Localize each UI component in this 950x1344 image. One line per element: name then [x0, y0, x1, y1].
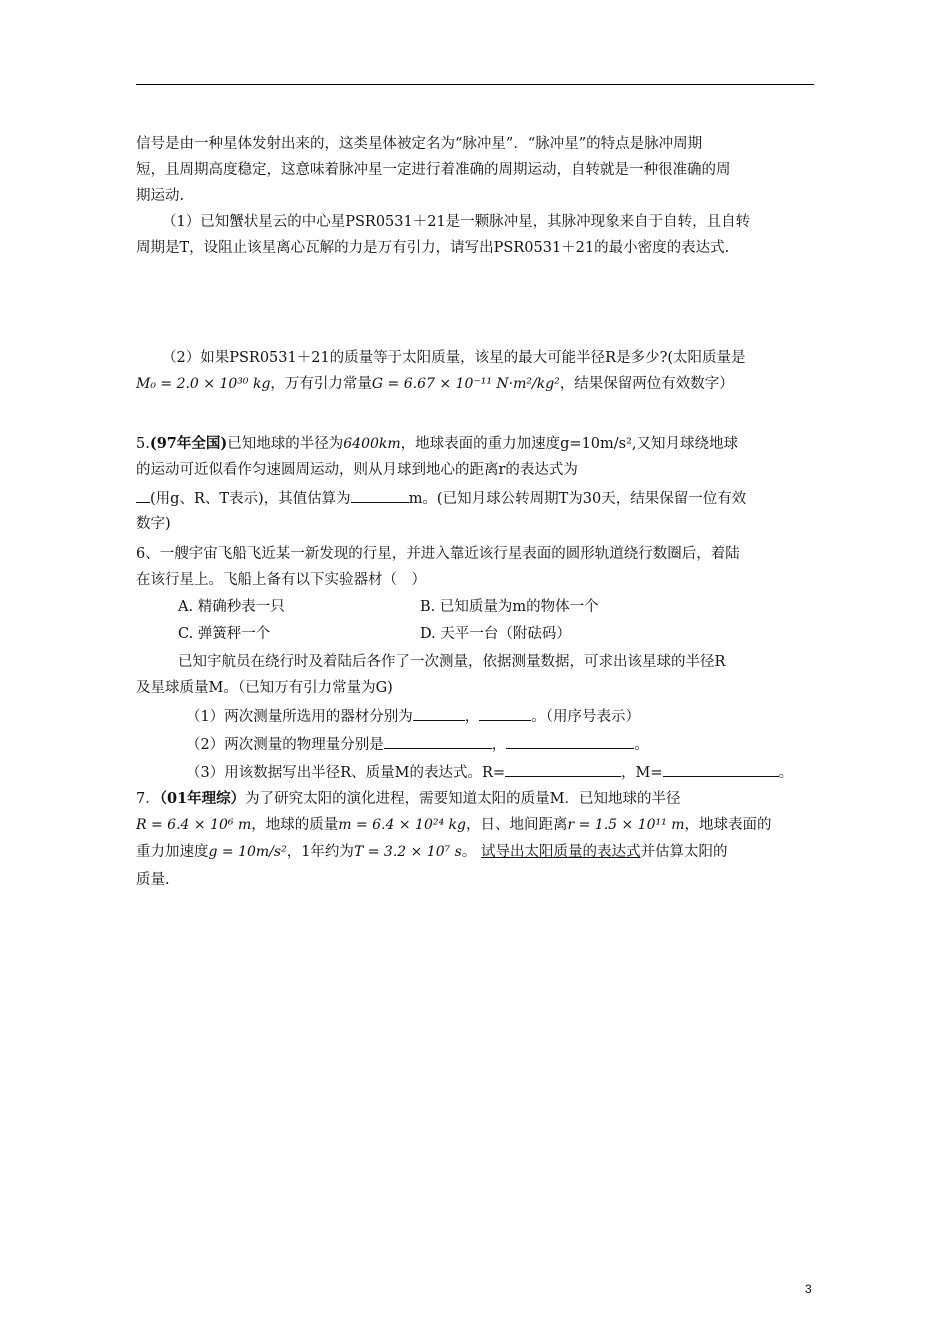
q6-sub1-blank-1[interactable] [413, 706, 465, 721]
q4-part1-line-1: （1）已知蟹状星云的中心星PSR0531＋21是一颗脉冲星，其脉冲现象来自于自转，且自转 [162, 214, 751, 230]
page-number: 3 [805, 1282, 812, 1296]
q5-line-4: 数字) [136, 516, 171, 532]
q6-sub3-blank-m[interactable] [663, 762, 779, 777]
q6-sub2-blank-1[interactable] [384, 734, 492, 749]
q6-sub1-blank-2[interactable] [479, 706, 531, 721]
q6-line-1: 6、一艘宇宙飞船飞近某一新发现的行星，并进入靠近该行星表面的圆形轨道绕行数圈后，着陆 [136, 546, 740, 562]
q7-task-underlined: 试导出太阳质量的表达式 [480, 844, 641, 860]
q6-statement-line-1: 已知宇航员在绕行时及着陆后各作了一次测量，依据测量数据，可求出该星球的半径R [178, 654, 726, 670]
q6-sub-3: （3）用该数据写出半径R、质量M的表达式。R= ，M= 。 [186, 762, 793, 783]
q6-sub2-blank-2[interactable] [506, 734, 634, 749]
q5-source-tag: (97年全国) [149, 435, 228, 452]
q6-sub-2: （2）两次测量的物理量分别是 ， 。 [186, 734, 649, 755]
q6-option-c: C. 弹簧秤一个 [178, 626, 271, 642]
q5-answer-blank-expr[interactable] [136, 488, 150, 503]
q6-sub3-blank-r[interactable] [505, 762, 621, 777]
q6-line-2: 在该行星上。飞船上备有以下实验器材（ ） [136, 572, 426, 588]
q7-source-tag: （01年理综） [159, 790, 246, 807]
gravitational-constant-formula: G = 6.67 × 10⁻¹¹ N·m²/kg² [371, 376, 560, 392]
header-rule [136, 84, 814, 85]
q5-answer-blank-value[interactable] [351, 488, 409, 503]
sun-mass-formula: M₀ = 2.0 × 10³⁰ kg [136, 376, 271, 392]
q7-line-3: 重力加速度g = 10m/s²，1年约为T = 3.2 × 10⁷ s。 试导出太阳质量的表达式并估算太阳的 [136, 844, 728, 860]
intro-line-2: 短，且周期高度稳定，这意味着脉冲星一定进行着准确的周期运动，自转就是一种很准确的周 [136, 162, 731, 178]
q7-line-2: R = 6.4 × 10⁶ m，地球的质量m = 6.4 × 10²⁴ kg，日、地间距离r = 1.5 × 10¹¹ m，地球表面的 [136, 817, 772, 833]
q5-line-2: 的运动可近似看作匀速圆周运动，则从月球到地心的距离r的表达式为 [136, 462, 578, 478]
q4-part2-line-1: （2）如果PSR0531＋21的质量等于太阳质量，该星的最大可能半径R是多少?(太阳质量是 [162, 350, 746, 366]
q7-line-1: 7．（01年理综）为了研究太阳的演化进程，需要知道太阳的质量M．已知地球的半径 [136, 790, 681, 807]
q6-statement-line-2: 及星球质量M。（已知万有引力常量为G) [136, 680, 393, 696]
intro-line-1: 信号是由一种星体发射出来的，这类星体被定名为“脉冲星”．“脉冲星”的特点是脉冲周期 [136, 136, 703, 152]
q5-line-3: (用g、R、T表示)，其值估算为 m。(已知月球公转周期T为30天，结果保留一位有效 [136, 488, 746, 509]
q7-line-4: 质量. [136, 872, 170, 888]
q5-line-1: 5.(97年全国)已知地球的半径为6400km，地球表面的重力加速度g=10m/s²,又知月球绕地球 [136, 435, 739, 452]
q4-part1-line-2: 周期是T，设阻止该星离心瓦解的力是万有引力，请写出PSR0531＋21的最小密度的表达式. [136, 240, 730, 256]
q4-part2-line-2: M₀ = 2.0 × 10³⁰ kg，万有引力常量G = 6.67 × 10⁻¹¹ N·m²/kg²，结果保留两位有效数字） [136, 376, 734, 392]
q6-option-a: A. 精确秒表一只 [178, 599, 285, 615]
q6-option-b: B. 已知质量为m的物体一个 [420, 599, 599, 615]
intro-line-3: 期运动. [136, 188, 185, 204]
q6-sub-1: （1）两次测量所选用的器材分别为 ， 。（用序号表示） [186, 706, 640, 727]
q6-option-d: D. 天平一台（附砝码） [420, 626, 571, 642]
